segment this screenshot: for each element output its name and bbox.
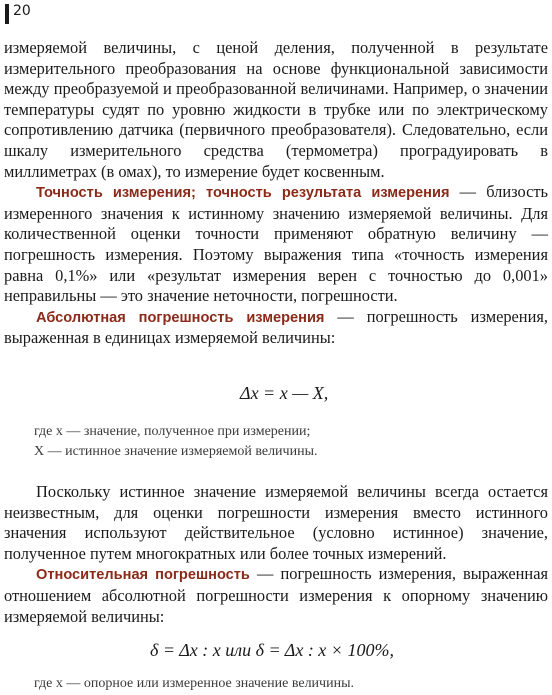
body-text: [4, 38, 548, 349]
note-relative-error: где x — опорное или измеренное значение величины.: [34, 676, 354, 691]
formula-absolute-error: Δx = x — X,: [240, 383, 329, 403]
body-text-2: [4, 482, 548, 627]
definition-absolute-error: — погрешность измерения, выраженная в единицах измеряемой величины:: [4, 306, 548, 348]
term-relative-error: Относительная погрешность: [36, 567, 250, 584]
note-absolute-error-x: где x — значение, полученное при измерении;: [34, 424, 311, 439]
term-absolute-error: Абсолютная погрешность измерения: [36, 309, 325, 326]
paragraph-accuracy: [4, 182, 548, 307]
paragraph-true-value: Поскольку истинное значение измеряемой величины всегда остается неизвестным, для оценки погрешности измерения вместо истинного значения используют действительное (условно истинное) значение, полученное путем многократных или более точных измерений.: [4, 482, 548, 563]
paragraph-relative-error: [4, 564, 548, 627]
definition-accuracy: — близость измеренного значения к истинному значению измеряемой величины. Для количественной оценки точности применяют обратную величину — погрешность измерения. Поэтому выражения типа «точность измерения равна 0,1%» или «результат измерения верен с точностью до 0,001» неправильны — это значение неточности, погрешности.: [4, 182, 548, 306]
paragraph-indirect-measurement: измеряемой величины, с ценой деления, полученной в результате измерительного преобразования на основе функциональной зависимости между преобразуемой и преобразованной величинами. Например, о значении температуры судят по уровню жидкости в трубке или по электрическому сопротивлению датчика (первичного преобразователя). Следовательно, если шкалу измерительного средства (термометра) проградуировать в миллиметрах (в омах), то измерение будет косвенным.: [4, 38, 548, 181]
paragraph-absolute-error: [4, 307, 548, 349]
definition-relative-error: — погрешность измерения, выраженная отношением абсолютной погрешности измерения к опорному значению измеряемой величины:: [4, 564, 549, 626]
term-accuracy: Точность измерения; точность результата измерения: [36, 185, 450, 202]
page-number: 20: [13, 3, 31, 19]
page-number-bar: [5, 4, 9, 24]
note-absolute-error-X: X — истинное значение измеряемой величины.: [34, 444, 318, 459]
formula-relative-error: δ = Δx : x или δ = Δx : x × 100%,: [150, 640, 394, 660]
